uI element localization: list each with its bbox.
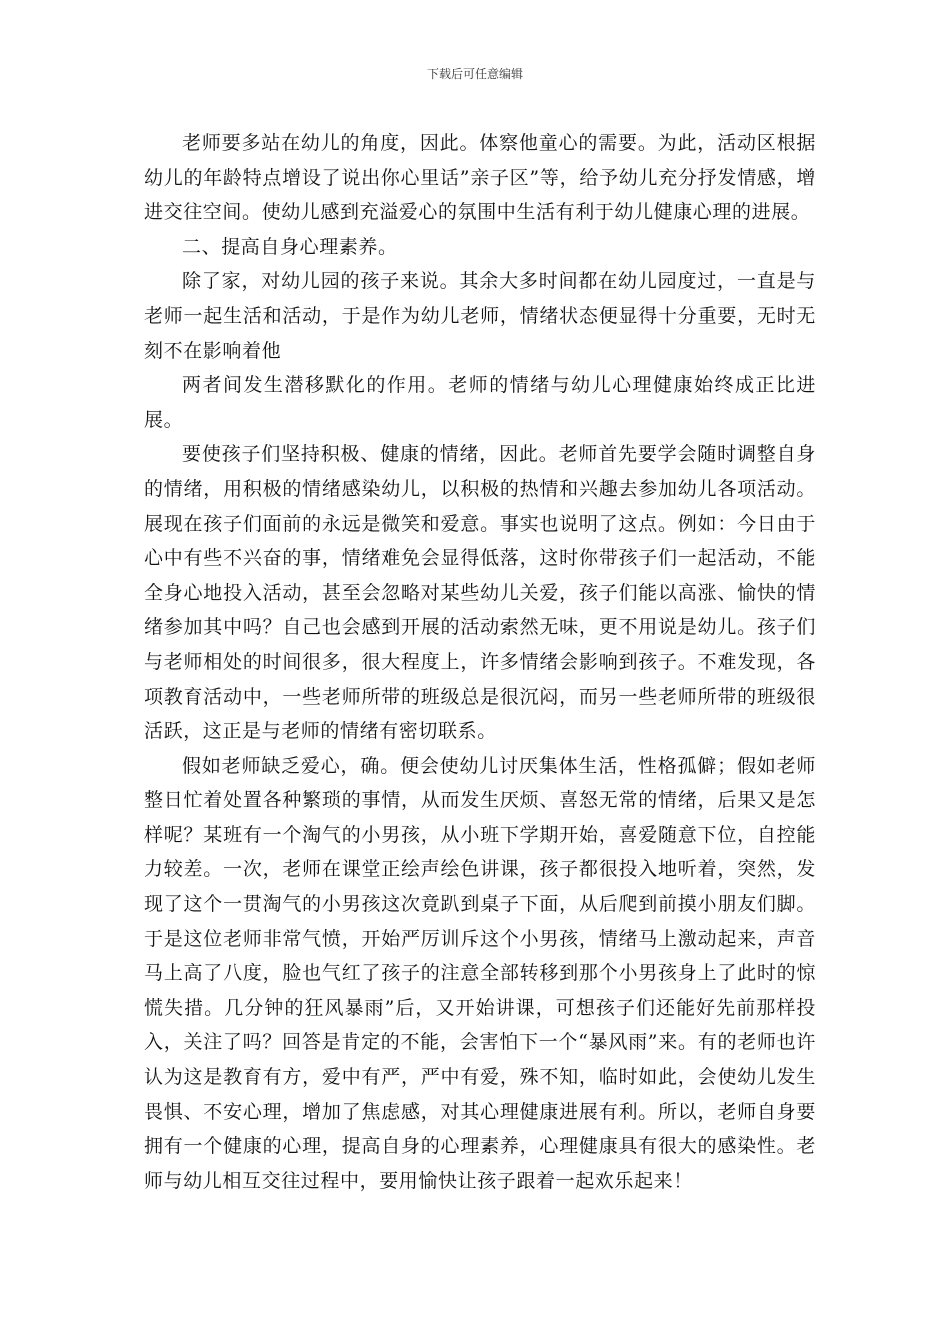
page-header: 下载后可任意编辑 bbox=[426, 67, 523, 81]
section-heading: 二、提高自身心理素养。 bbox=[182, 235, 398, 258]
document-body bbox=[144, 126, 816, 1198]
paragraph-5: 假如老师缺乏爱心，确。便会使幼儿讨厌集体生活，性格孤僻；假如老师整日忙着处置各种繁琐的事情，从而发生厌烦、喜怒无常的情绪，后果又是怎样呢？某班有一个淘气的小男孩，从小班下学期开始，喜爱随意下位，自控能力较差。一次，老师在课堂正绘声绘色讲课，孩子都很投入地听着，突然，发现了这个一贯淘气的小男孩这次竟趴到桌子下面，从后爬到前摸小朋友们脚。于是这位老师非常气愤，开始严厉训斥这个小男孩，情绪马上激动起来，声音马上高了八度，脸也气红了孩子的注意全部转移到那个小男孩身上了此时的惊慌失措。几分钟的狂风暴雨”后，又开始讲课，可想孩子们还能好先前那样投入，关注了吗？回答是肯定的不能，会害怕下一个“暴风雨”来。有的老师也许认为这是教育有方，爱中有严，严中有爱，殊不知，临时如此，会使幼儿发生畏惧、不安心理，增加了焦虑感，对其心理健康进展有利。所以，老师自身要拥有一个健康的心理，提高自身的心理素养，心理健康具有很大的感染性。老师与幼儿相互交往过程中，要用愉快让孩子跟着一起欢乐起来！ bbox=[144, 754, 816, 1192]
paragraph-1: 老师要多站在幼儿的角度，因此。体察他童心的需要。为此，活动区根据幼儿的年龄特点增设了说出你心里话”亲子区”等，给予幼儿充分抒发情感，增进交往空间。使幼儿感到充溢爱心的氛围中生活有利于幼儿健康心理的进展。 bbox=[144, 132, 816, 224]
paragraph-2: 除了家，对幼儿园的孩子来说。其余大多时间都在幼儿园度过，一直是与老师一起生活和活动，于是作为幼儿老师，情绪状态便显得十分重要，无时无刻不在影响着他 bbox=[144, 270, 816, 362]
paragraph-4: 要使孩子们坚持积极、健康的情绪，因此。老师首先要学会随时调整自身的情绪，用积极的情绪感染幼儿，以积极的热情和兴趣去参加幼儿各项活动。展现在孩子们面前的永远是微笑和爱意。事实也说明了这点。例如：今日由于心中有些不兴奋的事，情绪难免会显得低落，这时你带孩子们一起活动，不能全身心地投入活动，甚至会忽略对某些幼儿关爱，孩子们能以高涨、愉快的情绪参加其中吗？自己也会感到开展的活动索然无味，更不用说是幼儿。孩子们与老师相处的时间很多，很大程度上，许多情绪会影响到孩子。不难发现，各项教育活动中，一些老师所带的班级总是很沉闷，而另一些老师所带的班级很活跃，这正是与老师的情绪有密切联系。 bbox=[144, 443, 816, 743]
paragraph-3: 两者间发生潜移默化的作用。老师的情绪与幼儿心理健康始终成正比进展。 bbox=[144, 374, 816, 431]
